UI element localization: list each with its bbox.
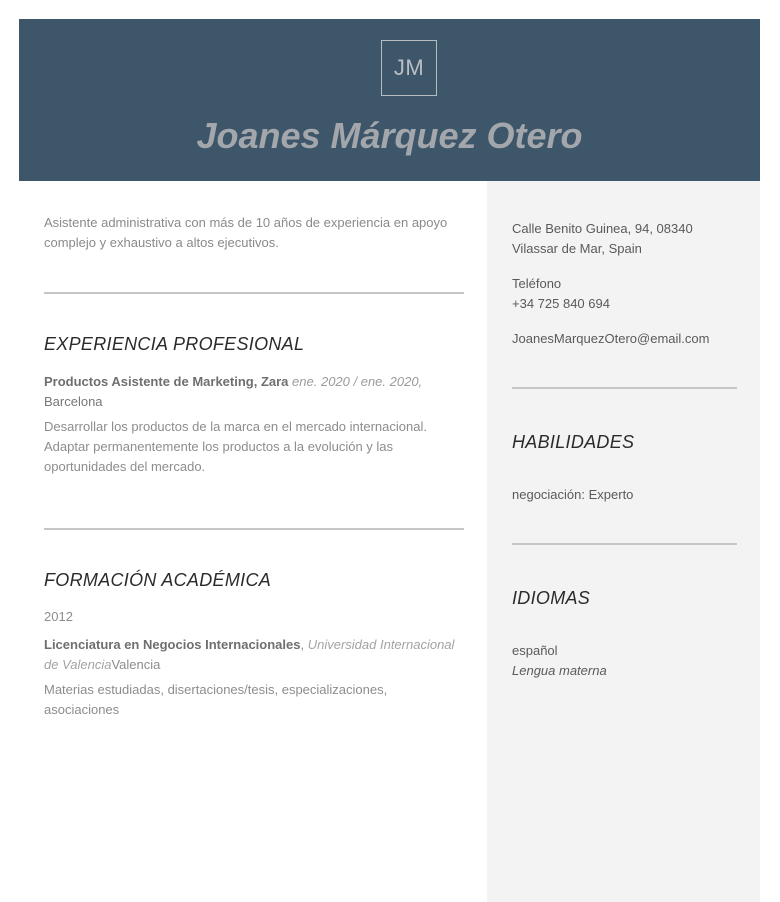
education-heading: FORMACIÓN ACADÉMICA [44, 570, 272, 590]
language-name: español [512, 643, 558, 658]
contact-email: JoanesMarquezOtero@email.com [512, 331, 710, 346]
job-description: Desarrollar los productos de la marca en el mercado internacional. Adaptar permanentemente los productos a la evolución y las oportunidades del mercado. [44, 419, 427, 474]
language-level: Lengua materna [512, 663, 607, 678]
skill-item: negociación: Experto [512, 487, 634, 502]
profile-summary: Asistente administrativa con más de 10 años de experiencia en apoyo complejo y exhaustivo a altos ejecutivos. [44, 215, 448, 250]
languages-heading: IDIOMAS [512, 588, 591, 608]
job-location: Barcelona [44, 394, 103, 409]
section-divider [512, 543, 737, 545]
skills-heading: HABILIDADES [512, 432, 635, 452]
education-description: Materias estudiadas, disertaciones/tesis, especializaciones, asociaciones [44, 682, 388, 717]
section-divider [44, 292, 464, 294]
section-divider [44, 528, 464, 530]
job-entry-title [44, 372, 464, 412]
education-institution: Universidad Internacional de Valencia [44, 637, 455, 672]
resume-header [19, 19, 760, 181]
section-divider [512, 387, 737, 389]
phone-number: +34 725 840 694 [512, 296, 610, 311]
education-year: 2012 [44, 609, 73, 624]
contact-phone [512, 274, 742, 314]
education-city: Valencia [111, 657, 161, 672]
address-line: Calle Benito Guinea, 94, 08340 [512, 221, 693, 236]
experience-heading: EXPERIENCIA PROFESIONAL [44, 334, 305, 354]
job-position: Productos Asistente de Marketing, Zara [44, 374, 289, 389]
candidate-name: Joanes Márquez Otero [196, 115, 583, 156]
job-dates: ene. 2020 / ene. 2020, [292, 374, 423, 389]
address-line: Vilassar de Mar, Spain [512, 241, 642, 256]
phone-label: Teléfono [512, 276, 562, 291]
education-entry-title: Licenciatura en Negocios Internacionales, Universidad Internacional de ValenciaValencia [44, 637, 455, 672]
language-item [512, 641, 742, 681]
monogram-badge: JM [381, 40, 437, 96]
contact-address [512, 219, 742, 259]
education-degree: Licenciatura en Negocios Internacionales [44, 637, 301, 652]
